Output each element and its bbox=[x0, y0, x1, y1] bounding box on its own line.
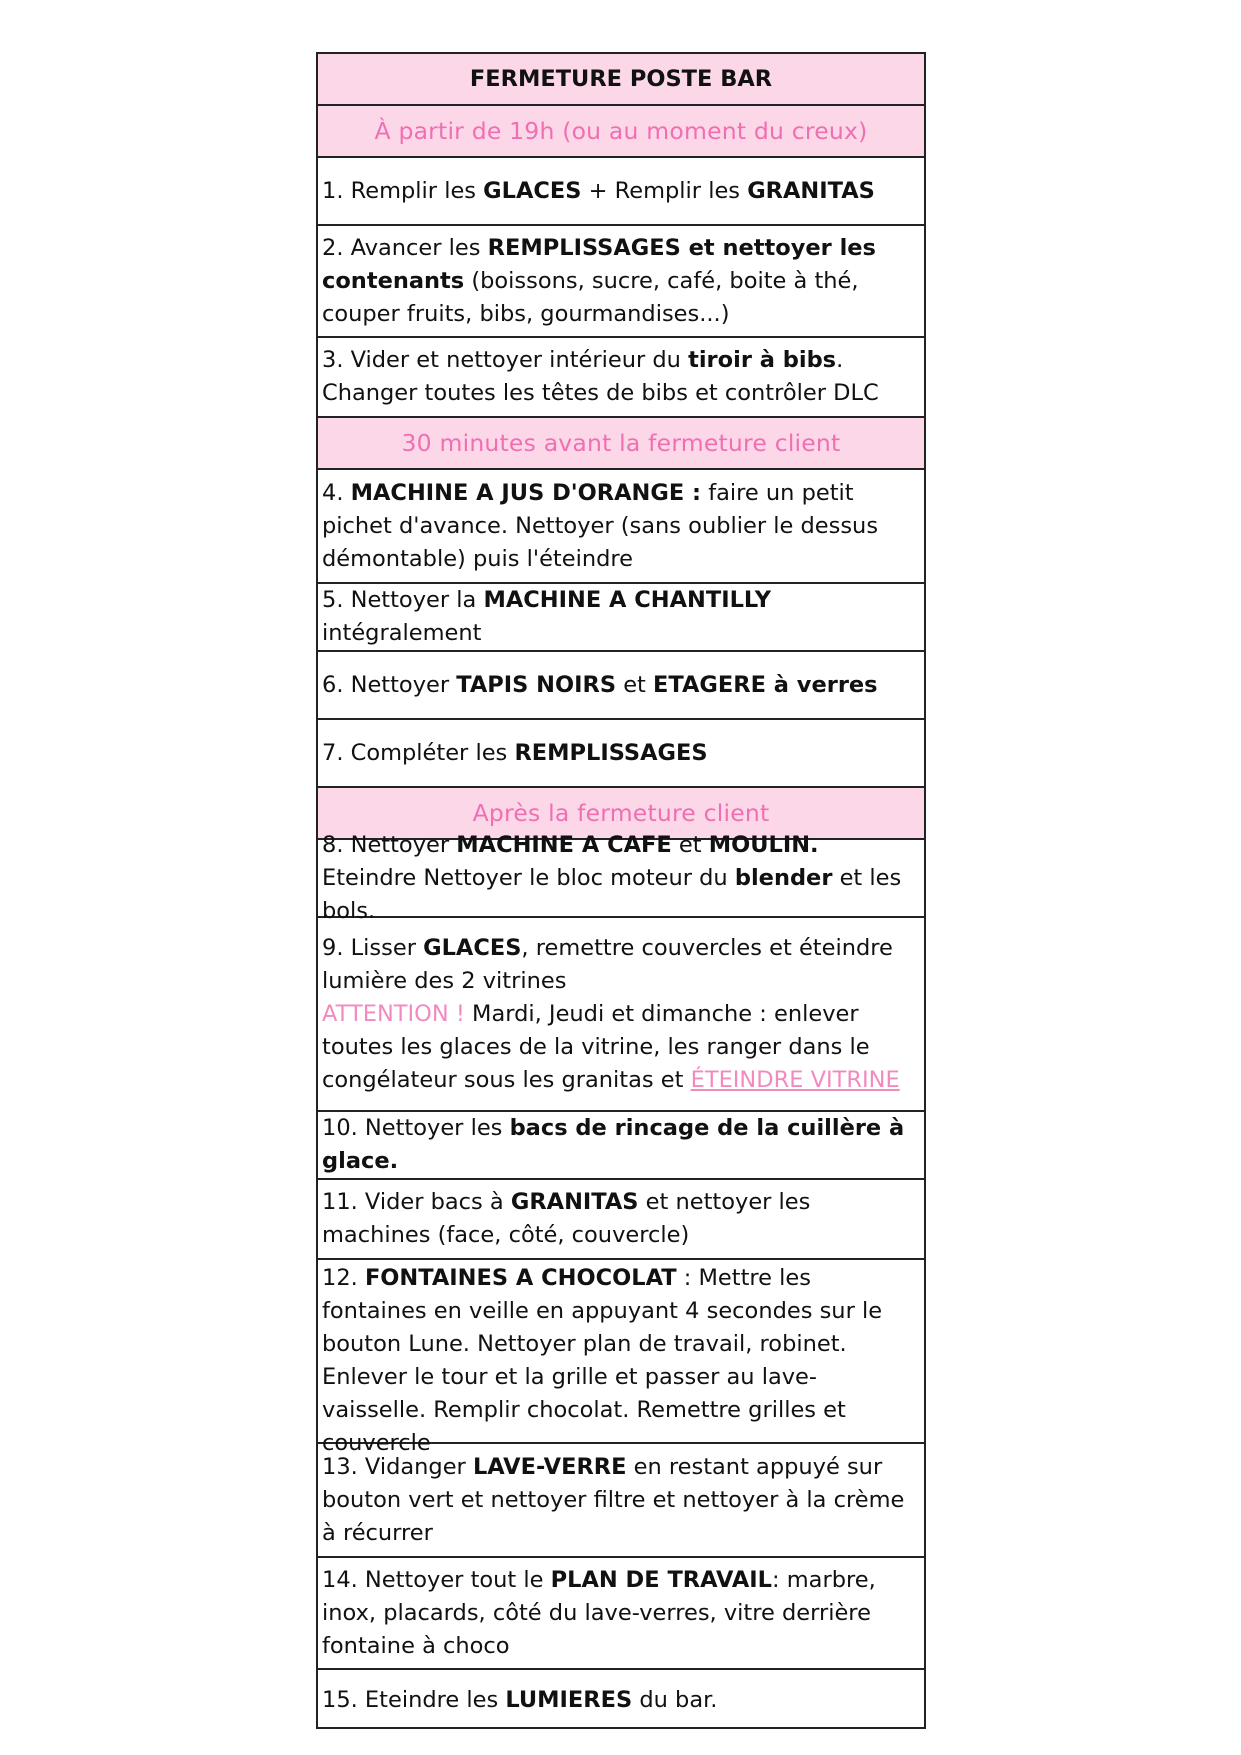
emphasis-text: tiroir à bibs bbox=[688, 347, 837, 373]
section-header bbox=[318, 418, 924, 470]
header-text bbox=[322, 797, 920, 830]
text-segment: du bar. bbox=[632, 1687, 718, 1713]
emphasis-text: ETAGERE à verres bbox=[653, 671, 878, 698]
emphasis-text: GRANITAS bbox=[510, 1189, 639, 1215]
text-segment: À partir de 19h (ou au moment du creux) bbox=[374, 116, 868, 145]
checklist-item-text bbox=[322, 1112, 920, 1178]
checklist-item-text bbox=[322, 829, 920, 928]
emphasis-text: GRANITAS bbox=[747, 177, 875, 204]
checklist-item-text bbox=[322, 1260, 920, 1460]
warning-label: ATTENTION ! bbox=[322, 1000, 465, 1027]
checklist-item-text bbox=[322, 232, 920, 331]
emphasis-text: REMPLISSAGES et nettoyer les contenants bbox=[322, 234, 876, 294]
warning-action: ÉTEINDRE VITRINE bbox=[690, 1066, 900, 1093]
emphasis-text: bacs de rincage de la cuillère à glace. bbox=[322, 1115, 905, 1174]
text-segment: 9. Lisser bbox=[322, 934, 424, 961]
text-segment: et les bols. bbox=[322, 864, 902, 924]
text-segment: . Changer toutes les têtes de bibs et contrôler DLC bbox=[322, 347, 879, 406]
text-segment: Mardi, Jeudi et dimanche : enlever toutes les glaces de la vitrine, les ranger dans le congélateur sous les granitas et bbox=[322, 1000, 870, 1093]
table-title bbox=[318, 54, 924, 106]
text-segment: 30 minutes avant la fermeture client bbox=[401, 428, 841, 457]
text-segment: FERMETURE POSTE BAR bbox=[469, 65, 773, 92]
text-segment: et bbox=[616, 671, 654, 698]
text-segment: 3. Vider et nettoyer intérieur du bbox=[322, 347, 689, 373]
checklist-item-text bbox=[322, 344, 920, 410]
checklist-item-text bbox=[322, 175, 920, 208]
emphasis-text: MACHINE A JUS D'ORANGE : bbox=[350, 479, 702, 506]
checklist-item-14 bbox=[318, 1558, 924, 1670]
text-segment: Après la fermeture client bbox=[472, 798, 770, 827]
text-segment: 12. bbox=[322, 1265, 365, 1291]
emphasis-text: MACHINE A CHANTILLY bbox=[483, 587, 772, 613]
emphasis-text: PLAN DE TRAVAIL bbox=[550, 1566, 773, 1593]
text-segment: (boissons, sucre, café, boite à thé, couper fruits, bibs, gourmandises...) bbox=[322, 267, 859, 327]
checklist-item-11 bbox=[318, 1180, 924, 1260]
checklist-item-1 bbox=[318, 158, 924, 226]
text-segment: 5. Nettoyer la bbox=[322, 587, 484, 613]
checklist-item-10 bbox=[318, 1112, 924, 1180]
checklist-item-2 bbox=[318, 226, 924, 338]
text-segment: 14. Nettoyer tout le bbox=[322, 1566, 551, 1593]
section-header bbox=[318, 106, 924, 158]
checklist-item-text bbox=[322, 1564, 920, 1663]
emphasis-text: LUMIERES bbox=[505, 1687, 633, 1713]
text-segment: : marbre, inox, placards, côté du lave-verres, vitre derrière fontaine à choco bbox=[322, 1566, 876, 1659]
checklist-item-text bbox=[322, 1186, 920, 1252]
text-segment: en restant appuyé sur bouton vert et nettoyer filtre et nettoyer à la crème à récurrer bbox=[322, 1453, 905, 1546]
checklist-item-6 bbox=[318, 652, 924, 720]
text-segment: 4. bbox=[322, 479, 351, 506]
checklist-item-8 bbox=[318, 831, 924, 924]
checklist-item-text bbox=[322, 1451, 920, 1550]
text-segment: 8. Nettoyer bbox=[322, 831, 457, 858]
text-segment: faire un petit pichet d'avance. Nettoyer (sans oublier le dessus démontable) puis l'éteindre bbox=[322, 479, 879, 572]
emphasis-text: MOULIN. bbox=[708, 831, 819, 858]
checklist-item-text bbox=[322, 584, 920, 650]
text-segment: 11. Vider bacs à bbox=[322, 1189, 511, 1215]
checklist-item-5 bbox=[318, 584, 924, 652]
checklist-item-text bbox=[322, 932, 920, 1097]
checklist-item-text bbox=[322, 1684, 920, 1717]
checklist-item-text bbox=[322, 477, 920, 576]
text-segment: + Remplir les bbox=[581, 177, 748, 204]
checklist-item-12 bbox=[318, 1260, 924, 1456]
checklist-table bbox=[316, 52, 926, 1729]
text-segment: 10. Nettoyer les bbox=[322, 1115, 510, 1141]
header-text bbox=[322, 115, 920, 148]
text-segment: 1. Remplir les bbox=[322, 177, 484, 204]
checklist-item-4 bbox=[318, 470, 924, 584]
emphasis-text: MACHINE A CAFE bbox=[456, 831, 672, 858]
checklist-item-13 bbox=[318, 1444, 924, 1558]
checklist-item-text bbox=[322, 737, 920, 770]
text-segment: 6. Nettoyer bbox=[322, 671, 457, 698]
text-segment: , remettre couvercles et éteindre lumière des 2 vitrines bbox=[322, 934, 893, 994]
header-text bbox=[322, 63, 920, 96]
checklist-item-15 bbox=[318, 1670, 924, 1731]
text-segment: 7. Compléter les bbox=[322, 739, 515, 766]
emphasis-text: REMPLISSAGES bbox=[514, 739, 708, 766]
text-segment: et bbox=[671, 831, 709, 858]
checklist-item-text bbox=[322, 669, 920, 702]
emphasis-text: LAVE-VERRE bbox=[472, 1453, 627, 1480]
emphasis-text: GLACES bbox=[423, 934, 522, 961]
text-segment: 13. Vidanger bbox=[322, 1453, 473, 1480]
emphasis-text: GLACES bbox=[483, 177, 582, 204]
checklist-item-9 bbox=[318, 918, 924, 1112]
checklist-item-7 bbox=[318, 720, 924, 788]
emphasis-text: TAPIS NOIRS bbox=[456, 671, 617, 698]
text-segment: 2. Avancer les bbox=[322, 234, 488, 261]
text-segment: Eteindre Nettoyer le bloc moteur du bbox=[322, 864, 735, 891]
header-text bbox=[322, 427, 920, 460]
emphasis-text: blender bbox=[734, 864, 833, 891]
checklist-item-3 bbox=[318, 338, 924, 418]
emphasis-text: FONTAINES A CHOCOLAT bbox=[364, 1265, 677, 1291]
text-segment: et nettoyer les machines (face, côté, couvercle) bbox=[322, 1189, 811, 1248]
text-segment: : Mettre les fontaines en veille en appuyant 4 secondes sur le bouton Lune. Nettoyer plan de travail, robinet. Enlever le tour et la grille et passer au lave-vaisselle. Remplir chocolat. Remettre grilles et couvercle bbox=[322, 1265, 883, 1456]
text-segment: intégralement bbox=[322, 620, 482, 646]
text-segment: 15. Eteindre les bbox=[322, 1687, 506, 1713]
